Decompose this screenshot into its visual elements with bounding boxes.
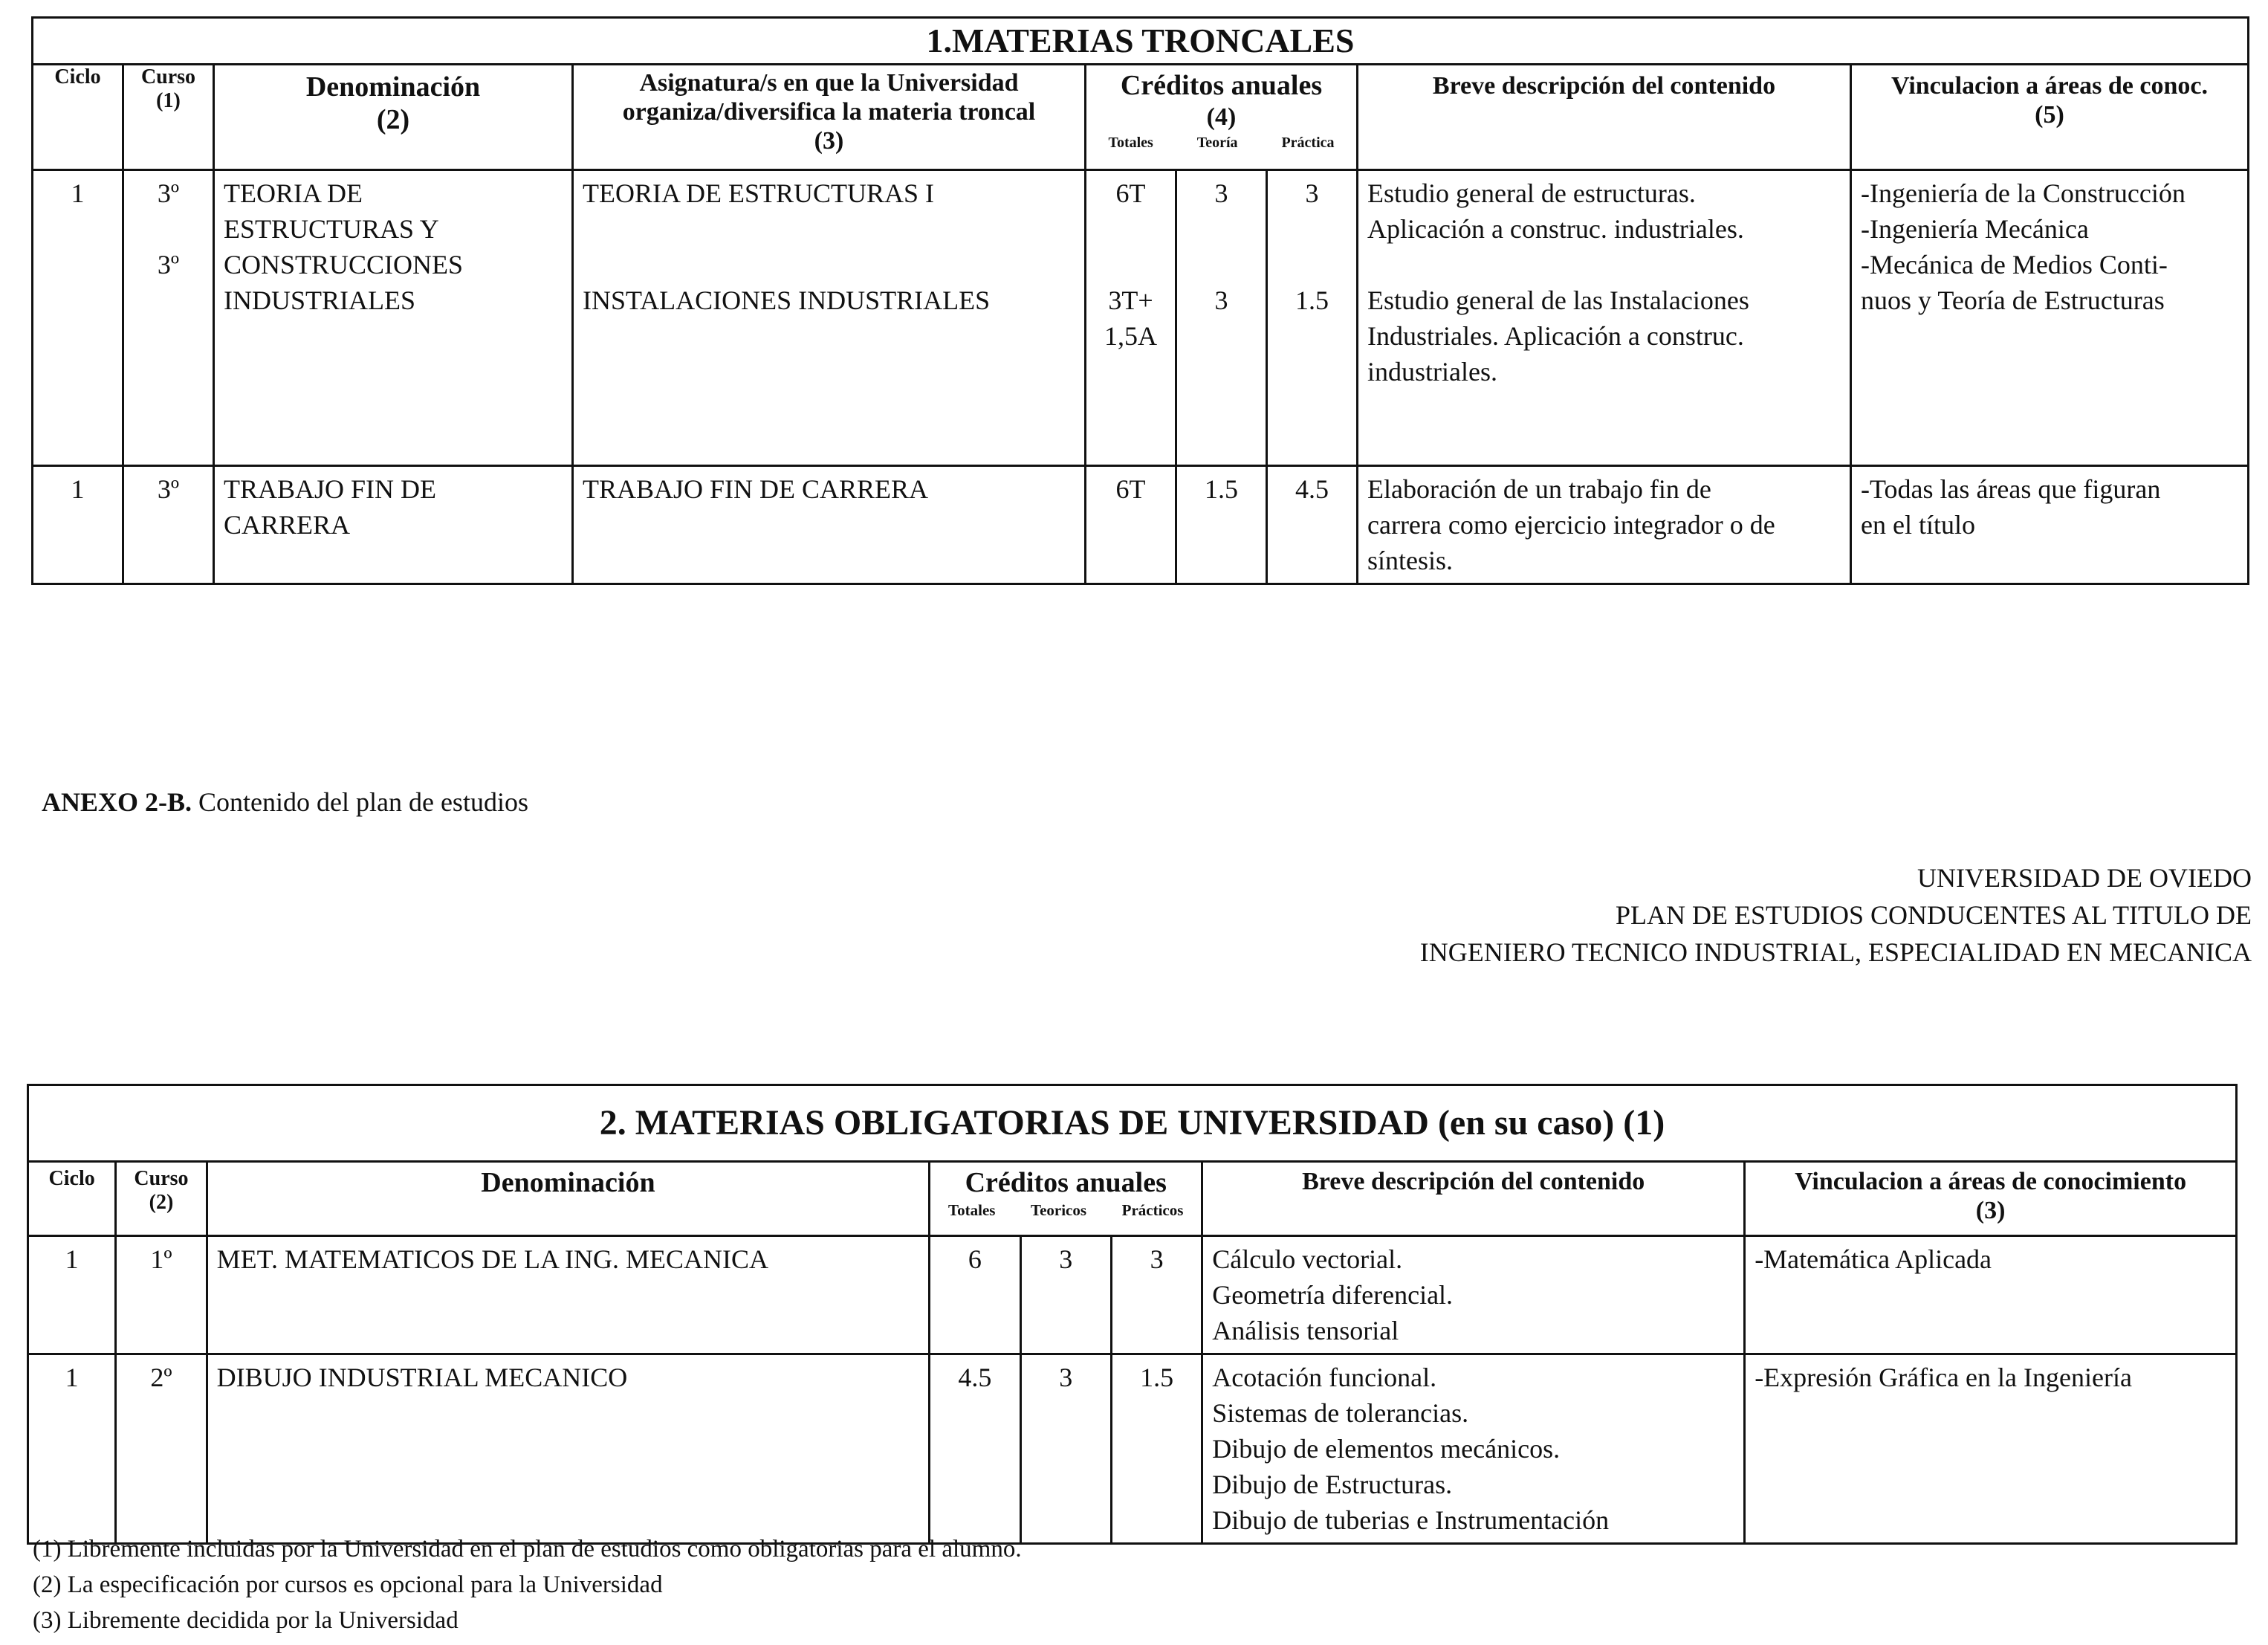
cell-ciclo: 1 [28,1354,116,1544]
footnote-1: (1) Libremente incluidas por la Universidad en el plan de estudios como obligatorias para el alumno. [33,1536,1022,1562]
cell-curso: 3º 3º [123,170,214,466]
degree-title: INGENIERO TECNICO INDUSTRIAL, ESPECIALIDAD EN MECANICA [1419,937,2252,967]
annex-label: ANEXO 2-B. [42,787,192,817]
header-vinculacion: Vinculacion a áreas de conoc. (5) [1851,65,2249,170]
cell-ciclo: 1 [33,466,123,584]
cell-vinculacion: -Matemática Aplicada [1745,1236,2237,1354]
cell-denominacion: TEORIA DE ESTRUCTURAS Y CONSTRUCCIONES INDUSTRIALES [214,170,573,466]
cell-totales: 6T [1086,466,1176,584]
cell-descripcion: Acotación funcional. Sistemas de tolerancias. Dibujo de elementos mecánicos. Dibujo de Estructuras. Dibujo de tuberias e Instrumentación [1202,1354,1745,1544]
header-creditos: Créditos anuales (4) Totales Teoría Práctica [1086,65,1358,170]
table-title: 1.MATERIAS TRONCALES [33,18,2249,65]
cell-denominacion: DIBUJO INDUSTRIAL MECANICO [207,1354,930,1544]
plan-title: PLAN DE ESTUDIOS CONDUCENTES AL TITULO DE [1616,900,2252,930]
cell-practica: 4.5 [1267,466,1358,584]
header-denominacion: Denominación [207,1162,930,1236]
header-totales: Totales [1108,134,1153,151]
cell-practica: 3 1.5 [1267,170,1358,466]
cell-teoria: 3 3 [1176,170,1267,466]
materias-troncales-table [31,16,2249,585]
table-row [28,1354,2237,1544]
header-ciclo: Ciclo [28,1162,116,1236]
header-totales: Totales [948,1200,996,1219]
header-creditos: Créditos anuales Totales Teoricos Prácticos [930,1162,1202,1236]
cell-descripcion: Estudio general de estructuras. Aplicación a construc. industriales. Estudio general de las Instalaciones Industriales. Aplicación a construc. industriales. [1358,170,1851,466]
cell-ciclo: 1 [33,170,123,466]
header-asignatura: Asignatura/s en que la Universidad organiza/diversifica la materia troncal (3) [573,65,1086,170]
header-teoricos: Teoricos [1031,1200,1087,1219]
materias-obligatorias-table [27,1084,2238,1545]
cell-ciclo: 1 [28,1236,116,1354]
header-descripcion: Breve descripción del contenido [1202,1162,1745,1236]
header-practicos: Prácticos [1121,1200,1184,1219]
footnotes [33,1531,1022,1638]
cell-descripcion: Elaboración de un trabajo fin de carrera como ejercicio integrador o de síntesis. [1358,466,1851,584]
cell-totales: 6 [930,1236,1020,1354]
cell-totales: 4.5 [930,1354,1020,1544]
header-curso: Curso (1) [123,65,214,170]
annex-text: Contenido del plan de estudios [192,787,528,817]
cell-teoria: 1.5 [1176,466,1267,584]
institution-block [1420,859,2252,971]
annex-heading [42,786,528,818]
cell-asignatura: TRABAJO FIN DE CARRERA [573,466,1086,584]
footnote-3: (3) Libremente decidida por la Universidad [33,1607,459,1634]
header-vinculacion: Vinculacion a áreas de conocimiento (3) [1745,1162,2237,1236]
cell-vinculacion: -Ingeniería de la Construcción -Ingeniería Mecánica -Mecánica de Medios Conti- nuos y Teoría de Estructuras [1851,170,2249,466]
cell-curso: 1º [116,1236,207,1354]
cell-vinculacion: -Todas las áreas que figuran en el título [1851,466,2249,584]
cell-curso: 2º [116,1354,207,1544]
table-row [33,466,2249,584]
cell-descripcion: Cálculo vectorial. Geometría diferencial. Análisis tensorial [1202,1236,1745,1354]
cell-practicos: 3 [1111,1236,1202,1354]
institution-name: UNIVERSIDAD DE OVIEDO [1917,863,2252,893]
cell-vinculacion: -Expresión Gráfica en la Ingeniería [1745,1354,2237,1544]
cell-teoricos: 3 [1020,1236,1111,1354]
cell-denominacion: MET. MATEMATICOS DE LA ING. MECANICA [207,1236,930,1354]
table-title: 2. MATERIAS OBLIGATORIAS DE UNIVERSIDAD (en su caso) (1) [28,1085,2237,1162]
table-row [33,170,2249,466]
footnote-2: (2) La especificación por cursos es opcional para la Universidad [33,1571,663,1598]
header-practica: Práctica [1281,134,1335,151]
cell-teoricos: 3 [1020,1354,1111,1544]
header-ciclo: Ciclo [33,65,123,170]
cell-denominacion: TRABAJO FIN DE CARRERA [214,466,573,584]
cell-asignatura: TEORIA DE ESTRUCTURAS I INSTALACIONES INDUSTRIALES [573,170,1086,466]
header-denominacion: Denominación (2) [214,65,573,170]
table-row [28,1236,2237,1354]
header-teoria: Teoría [1196,134,1238,151]
header-curso: Curso (2) [116,1162,207,1236]
header-descripcion: Breve descripción del contenido [1358,65,1851,170]
cell-totales: 6T 3T+ 1,5A [1086,170,1176,466]
cell-curso: 3º [123,466,214,584]
cell-practicos: 1.5 [1111,1354,1202,1544]
